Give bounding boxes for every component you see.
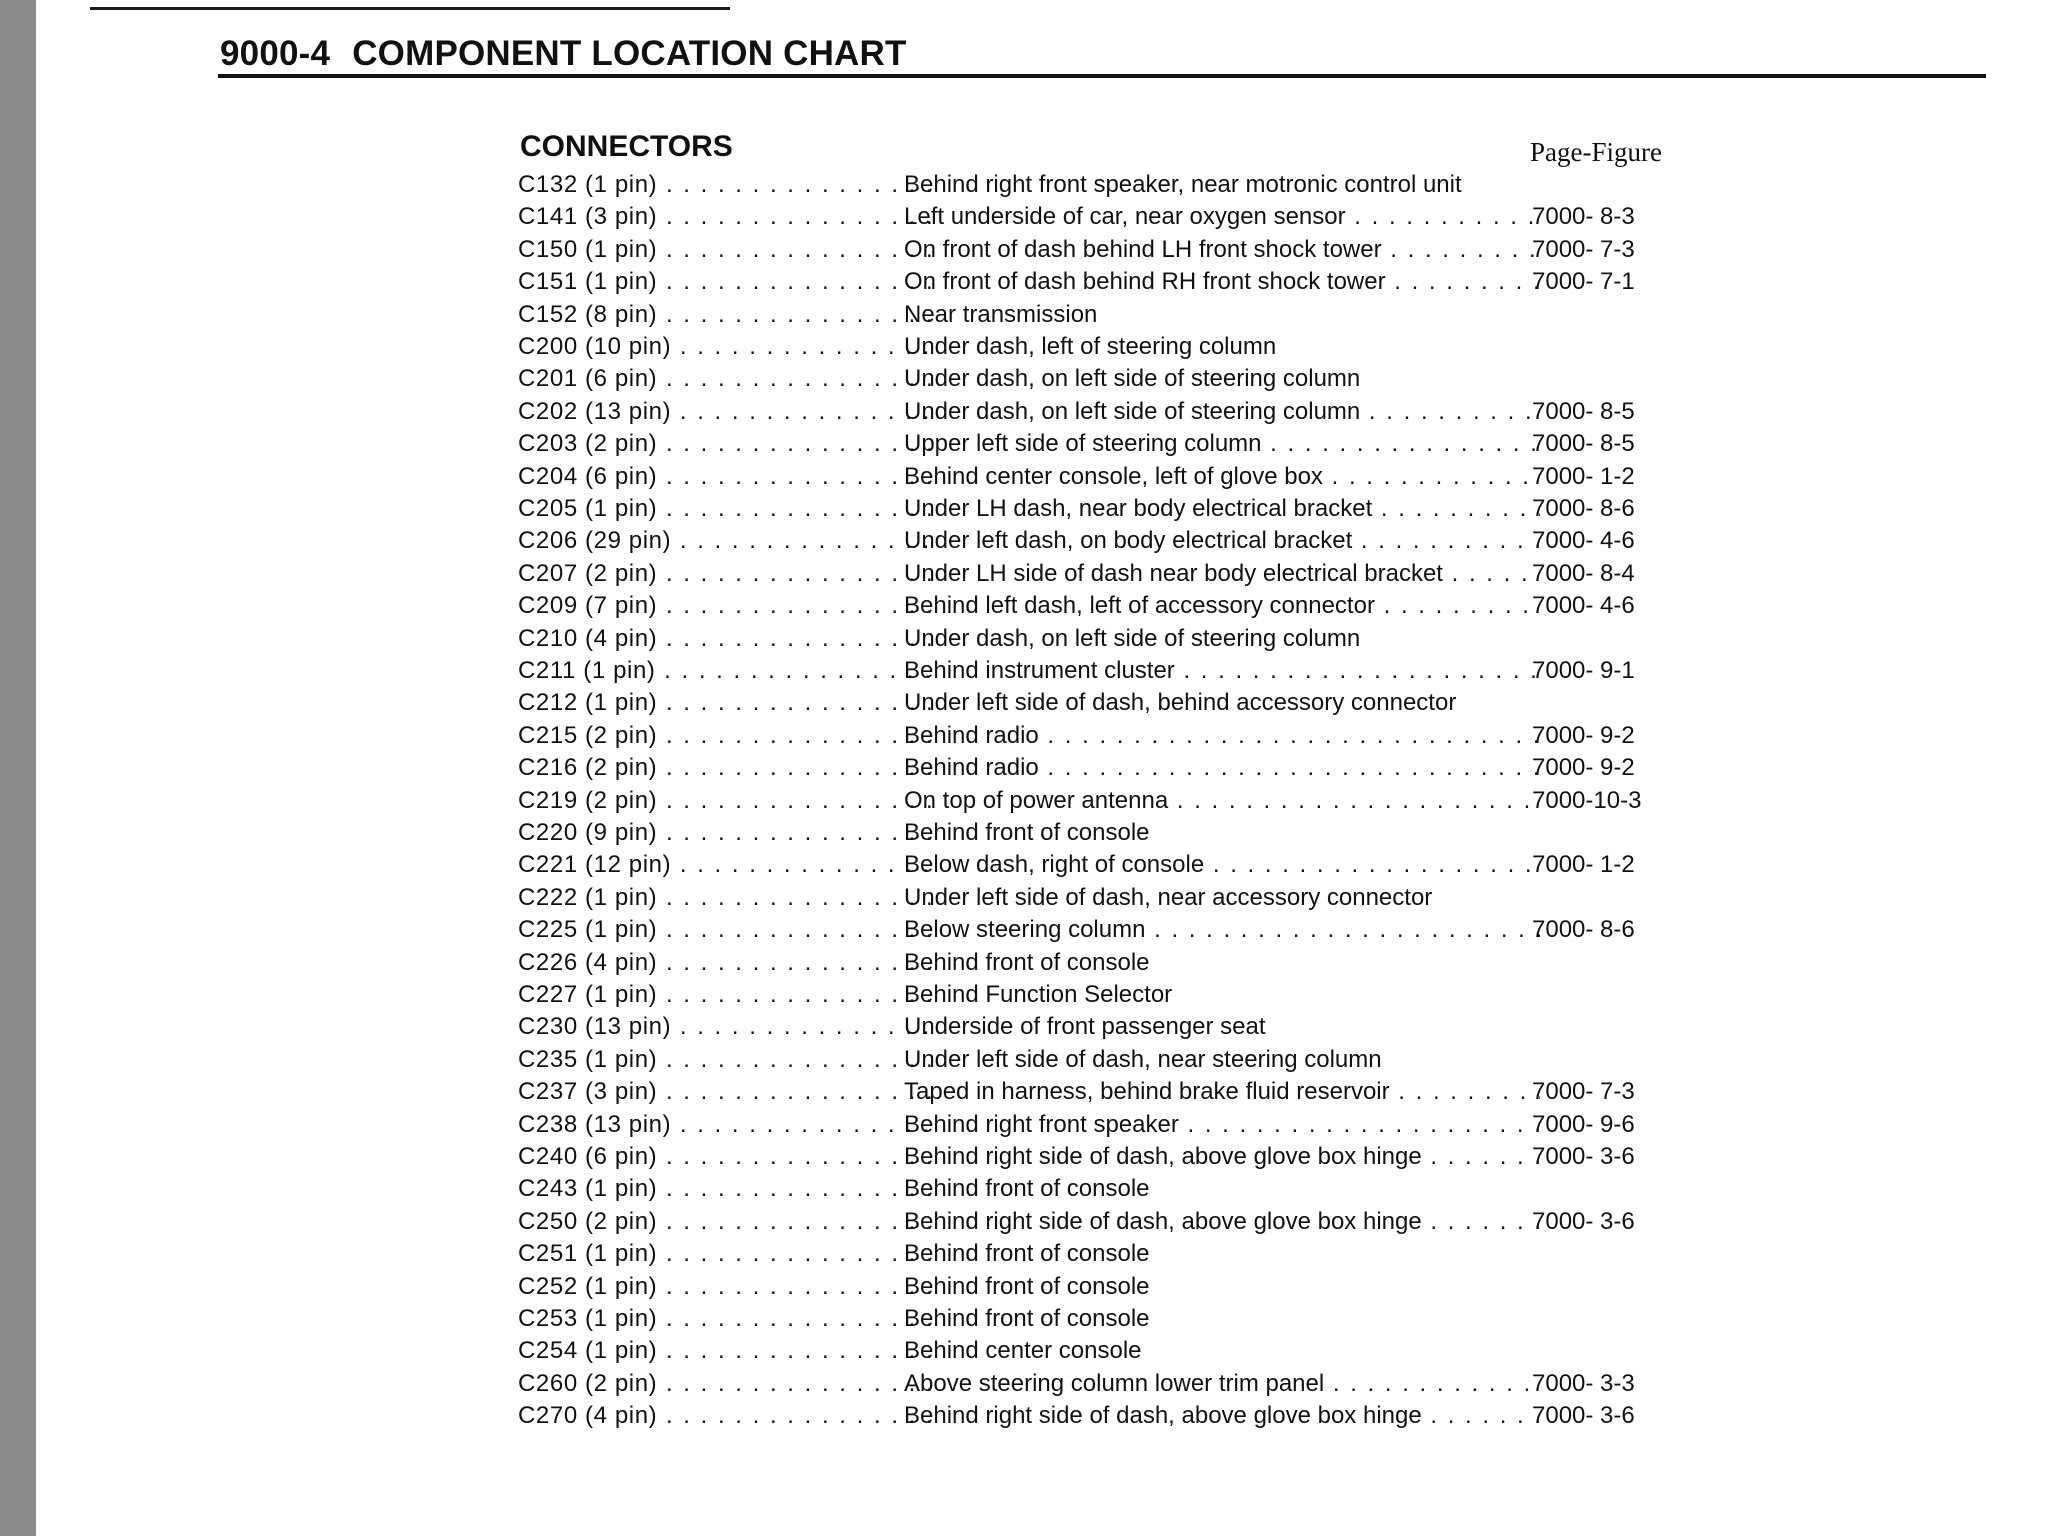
- connector-id: C219 (2 pin) . . .: [518, 786, 936, 816]
- page-figure-ref: 7000- 8-6: [1532, 495, 1635, 522]
- top-rule: [90, 7, 730, 10]
- connector-id: C210 (4 pin) . . .: [518, 624, 936, 654]
- table-row: [36, 170, 2048, 200]
- table-row: [36, 462, 2048, 492]
- table-row: [36, 364, 2048, 394]
- connector-location: Behind right side of dash, above glove box hinge . . .: [904, 1142, 1540, 1172]
- connector-location: Behind front of console: [904, 819, 1150, 846]
- connector-location: Behind right side of dash, above glove box hinge . . .: [904, 1401, 1540, 1431]
- connector-location: Behind right side of dash, above glove box hinge . . .: [904, 1207, 1540, 1237]
- connector-location: Under LH side of dash near body electrical bracket . . .: [904, 559, 1540, 589]
- table-row: [36, 1304, 2048, 1334]
- page-figure-ref: 7000- 9-2: [1532, 754, 1635, 782]
- connector-location: Underside of front passenger seat: [904, 1013, 1266, 1041]
- page-number: 9000-4: [220, 34, 331, 73]
- table-row: [36, 1012, 2048, 1042]
- connector-id: C250 (2 pin) . . .: [518, 1207, 936, 1237]
- table-row: [36, 559, 2048, 589]
- page-figure-ref: 7000- 7-1: [1532, 268, 1635, 296]
- table-row: [36, 624, 2048, 654]
- table-row: [36, 1142, 2048, 1172]
- page-figure-ref: 7000- 1-2: [1532, 462, 1635, 490]
- table-row: [36, 1045, 2048, 1075]
- connector-id: C203 (2 pin) . . .: [518, 429, 936, 459]
- page-figure-ref: 7000- 7-3: [1532, 235, 1635, 263]
- connector-location: Above steering column lower trim panel . . .: [904, 1369, 1540, 1399]
- connector-location: Behind center console, left of glove box . . .: [904, 462, 1540, 492]
- page-figure-ref: 7000- 3-6: [1532, 1207, 1635, 1235]
- connector-location: Under left dash, on body electrical bracket . . .: [904, 526, 1540, 556]
- connector-location: Under left side of dash, near accessory connector: [904, 883, 1433, 911]
- connector-location: Behind front of console: [904, 1272, 1150, 1300]
- connector-id: C152 (8 pin) . . .: [518, 300, 936, 330]
- connector-id: C251 (1 pin) . . .: [518, 1239, 936, 1269]
- connector-id: C237 (3 pin) . . .: [518, 1077, 936, 1107]
- table-row: [36, 235, 2048, 265]
- connector-location: Behind radio . . .: [904, 721, 1540, 751]
- page-figure-ref: 7000- 1-2: [1532, 851, 1635, 879]
- connector-location: Behind front of console: [904, 948, 1150, 976]
- table-row: [36, 1110, 2048, 1140]
- connector-id: C211 (1 pin) . . .: [518, 656, 936, 686]
- table-row: [36, 1401, 2048, 1431]
- connector-location: Under dash, left of steering column: [904, 333, 1277, 360]
- connector-location: Under LH dash, near body electrical bracket . . .: [904, 494, 1540, 524]
- table-row: [36, 688, 2048, 718]
- connector-id: C206 (29 pin) . . .: [518, 526, 936, 556]
- connector-id: C238 (13 pin) . . .: [518, 1110, 936, 1140]
- document-page: [36, 0, 2048, 1536]
- table-row: [36, 1369, 2048, 1399]
- table-row: [36, 267, 2048, 297]
- connector-id: C226 (4 pin) . . .: [518, 948, 936, 978]
- connector-id: C252 (1 pin) . . .: [518, 1272, 936, 1302]
- page-figure-ref: 7000- 9-2: [1532, 721, 1635, 749]
- page-figure-ref: 7000- 8-3: [1532, 203, 1635, 231]
- connector-location: Behind Function Selector: [904, 981, 1173, 1008]
- table-row: [36, 300, 2048, 330]
- table-row: [36, 915, 2048, 945]
- page-figure-ref: 7000- 9-1: [1532, 657, 1635, 684]
- connector-id: C253 (1 pin) . . .: [518, 1304, 936, 1334]
- table-row: [36, 1272, 2048, 1302]
- connector-location: On top of power antenna . . .: [904, 786, 1540, 816]
- connector-id: C216 (2 pin) . . .: [518, 753, 936, 783]
- connector-id: C200 (10 pin) . . .: [518, 332, 936, 362]
- connector-id: C201 (6 pin) . . .: [518, 364, 936, 394]
- page-figure-ref: 7000- 8-4: [1532, 559, 1635, 587]
- connector-id: C254 (1 pin) . . .: [518, 1336, 936, 1366]
- connector-location: On front of dash behind LH front shock tower . . .: [904, 235, 1540, 265]
- connector-id: C150 (1 pin) . . .: [518, 235, 936, 265]
- connector-id: C225 (1 pin) . . .: [518, 915, 936, 945]
- connector-location: Behind right front speaker, near motronic control unit: [904, 171, 1462, 198]
- connector-location: Behind instrument cluster . . .: [904, 656, 1540, 686]
- page-figure-ref: 7000- 3-6: [1532, 1143, 1635, 1170]
- page-figure-ref: 7000- 8-6: [1532, 916, 1635, 944]
- column-heading-page-figure: Page-Figure: [1530, 137, 1662, 167]
- connector-location: Under left side of dash, near steering column: [904, 1045, 1382, 1073]
- table-row: [36, 1239, 2048, 1269]
- connector-location: Behind left dash, left of accessory connector . . .: [904, 591, 1540, 621]
- connector-id: C221 (12 pin) . . .: [518, 850, 936, 880]
- connector-id: C132 (1 pin) . . .: [518, 170, 936, 200]
- connector-location: Behind right front speaker . . .: [904, 1110, 1540, 1140]
- connector-id: C141 (3 pin) . . .: [518, 202, 936, 232]
- connector-location: Below steering column . . .: [904, 915, 1540, 945]
- connector-id: C202 (13 pin) . . .: [518, 397, 936, 427]
- connector-location: Behind front of console: [904, 1305, 1150, 1332]
- table-row: [36, 850, 2048, 880]
- connector-id: C235 (1 pin) . . .: [518, 1045, 936, 1075]
- table-row: [36, 429, 2048, 459]
- table-row: [36, 332, 2048, 362]
- connector-location: Near transmission: [904, 300, 1098, 328]
- connector-location: On front of dash behind RH front shock tower . . .: [904, 267, 1540, 297]
- connector-location: Under dash, on left side of steering column: [904, 365, 1361, 393]
- header-rule: [218, 74, 1986, 78]
- connector-location: Behind center console: [904, 1337, 1142, 1365]
- connector-location: Below dash, right of console . . .: [904, 850, 1540, 880]
- table-row: [36, 202, 2048, 232]
- page-title: COMPONENT LOCATION CHART: [352, 34, 907, 73]
- page-figure-ref: 7000- 4-6: [1532, 527, 1635, 555]
- connector-location: Under dash, on left side of steering column: [904, 624, 1361, 652]
- connector-id: C227 (1 pin) . . .: [518, 980, 936, 1010]
- connector-id: C151 (1 pin) . . .: [518, 267, 936, 297]
- table-row: [36, 1207, 2048, 1237]
- table-row: [36, 1174, 2048, 1204]
- connector-id: C230 (13 pin) . . .: [518, 1012, 936, 1042]
- page-header: [220, 34, 907, 74]
- connector-location: Behind front of console: [904, 1175, 1150, 1203]
- connector-id: C270 (4 pin) . . .: [518, 1401, 936, 1431]
- connector-location: Behind radio . . .: [904, 753, 1540, 783]
- page-figure-ref: 7000- 4-6: [1532, 592, 1635, 620]
- table-row: [36, 656, 2048, 686]
- table-row: [36, 1077, 2048, 1107]
- connector-id: C243 (1 pin) . . .: [518, 1174, 936, 1204]
- connector-id: C204 (6 pin) . . .: [518, 462, 936, 492]
- connector-id: C215 (2 pin) . . .: [518, 721, 936, 751]
- connector-location: Under left side of dash, behind accessory connector: [904, 689, 1457, 717]
- connector-id: C209 (7 pin) . . .: [518, 591, 936, 621]
- page-figure-ref: 7000- 3-3: [1532, 1369, 1635, 1397]
- connector-location: Behind front of console: [904, 1240, 1150, 1268]
- connector-id: C220 (9 pin) . . .: [518, 818, 936, 848]
- page-figure-ref: 7000- 8-5: [1532, 430, 1635, 458]
- connector-location: Left underside of car, near oxygen sensor . . .: [904, 202, 1540, 232]
- table-row: [36, 397, 2048, 427]
- connector-id: C260 (2 pin) . . .: [518, 1369, 936, 1399]
- connector-location: Taped in harness, behind brake fluid reservoir . . .: [904, 1077, 1540, 1107]
- section-title: CONNECTORS: [520, 130, 733, 163]
- table-row: [36, 980, 2048, 1010]
- connector-id: C207 (2 pin) . . .: [518, 559, 936, 589]
- table-row: [36, 786, 2048, 816]
- table-row: [36, 1336, 2048, 1366]
- connector-location: Under dash, on left side of steering column . . .: [904, 397, 1540, 427]
- table-row: [36, 526, 2048, 556]
- page-figure-ref: 7000- 3-6: [1532, 1402, 1635, 1430]
- table-row: [36, 753, 2048, 783]
- connector-id: C222 (1 pin) . . .: [518, 883, 936, 913]
- page-figure-ref: 7000-10-3: [1532, 786, 1642, 814]
- table-row: [36, 883, 2048, 913]
- page-figure-ref: 7000- 9-6: [1532, 1110, 1635, 1138]
- table-row: [36, 591, 2048, 621]
- connector-id: C205 (1 pin) . . .: [518, 494, 936, 524]
- page-figure-ref: 7000- 7-3: [1532, 1078, 1635, 1106]
- connector-id: C240 (6 pin) . . .: [518, 1142, 936, 1172]
- connector-location: Upper left side of steering column . . .: [904, 429, 1540, 459]
- table-row: [36, 818, 2048, 848]
- table-row: [36, 721, 2048, 751]
- table-row: [36, 948, 2048, 978]
- page-figure-ref: 7000- 8-5: [1532, 397, 1635, 425]
- table-row: [36, 494, 2048, 524]
- connector-id: C212 (1 pin) . . .: [518, 688, 936, 718]
